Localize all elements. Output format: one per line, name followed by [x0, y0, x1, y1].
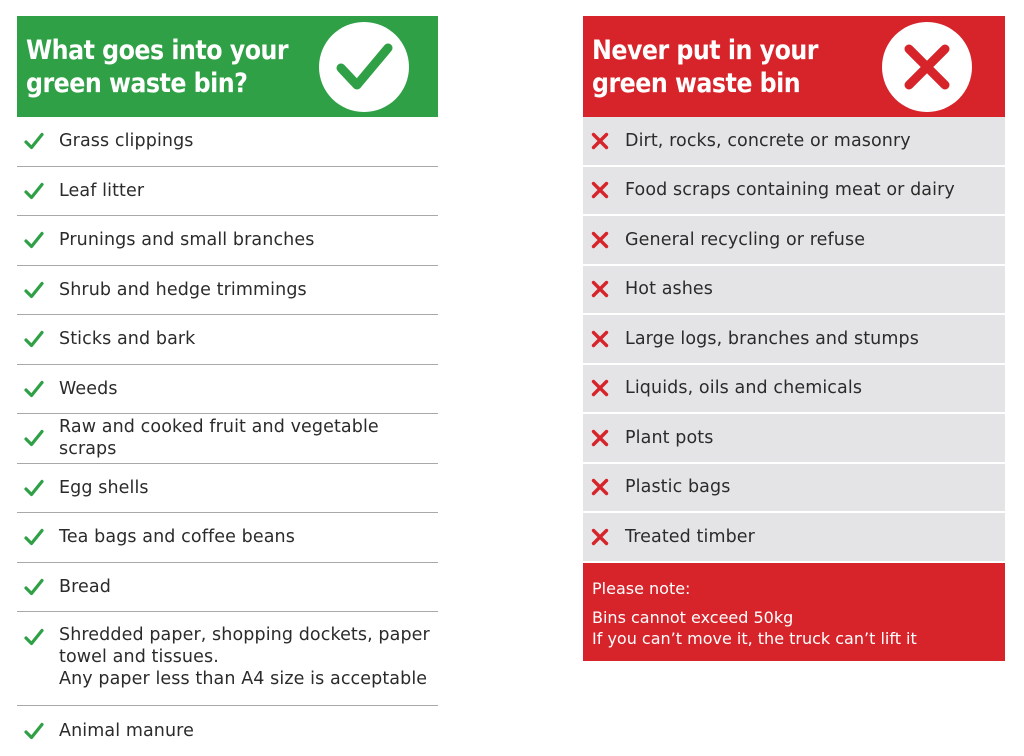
list-item [583, 315, 1005, 365]
list-item-label: Animal manure [59, 720, 194, 741]
cross-icon [590, 428, 610, 448]
list-item-label: Liquids, oils and chemicals [625, 378, 863, 399]
list-item-label: Grass clippings [59, 131, 194, 152]
cross-icon [590, 131, 610, 151]
list-item-label: Plastic bags [625, 477, 731, 498]
rejected-items-panel [583, 16, 1005, 661]
check-icon [24, 181, 44, 201]
list-item-label: Bread [59, 576, 111, 597]
list-item-label: Shrub and hedge trimmings [59, 279, 307, 300]
list-item-label: Raw and cooked fruit and vegetable scraps [59, 417, 379, 460]
rejected-list [583, 117, 1005, 563]
list-item [17, 464, 438, 514]
check-icon [24, 131, 44, 151]
list-item [17, 706, 438, 756]
note-line-lift: If you can’t move it, the truck can’t lift it [592, 628, 917, 648]
list-item [583, 266, 1005, 316]
list-item [583, 513, 1005, 563]
check-icon [24, 478, 44, 498]
note-title: Please note: [592, 578, 691, 598]
check-icon [24, 230, 44, 250]
list-item [583, 464, 1005, 514]
check-icon [24, 527, 44, 547]
list-item [17, 612, 438, 706]
check-icon [24, 721, 44, 741]
list-item [583, 414, 1005, 464]
list-item-label: Plant pots [625, 427, 714, 448]
list-item-label: Prunings and small branches [59, 230, 315, 251]
check-icon [24, 379, 44, 399]
check-icon [24, 627, 44, 647]
list-item-label: Tea bags and coffee beans [59, 527, 295, 548]
check-icon [24, 280, 44, 300]
list-item-label: Dirt, rocks, concrete or masonry [625, 130, 911, 151]
list-item [17, 563, 438, 613]
note-line-weight: Bins cannot exceed 50kg [592, 607, 794, 627]
list-item-label: Large logs, branches and stumps [625, 328, 919, 349]
accepted-badge [319, 22, 409, 112]
list-item [17, 365, 438, 415]
check-icon [24, 329, 44, 349]
please-note-box [583, 563, 1005, 661]
list-item [17, 216, 438, 266]
cross-icon [882, 22, 972, 112]
cross-icon [590, 378, 610, 398]
accepted-items-panel [17, 16, 438, 756]
list-item-label: Treated timber [625, 526, 755, 547]
list-item-label: General recycling or refuse [625, 229, 866, 250]
list-item [583, 365, 1005, 415]
list-item-label: Egg shells [59, 477, 149, 498]
cross-icon [590, 180, 610, 200]
accepted-header [17, 16, 438, 117]
cross-icon [590, 329, 610, 349]
check-icon [319, 22, 409, 112]
list-item [583, 117, 1005, 167]
cross-icon [590, 527, 610, 547]
list-item [583, 167, 1005, 217]
list-item [17, 117, 438, 167]
check-icon [24, 577, 44, 597]
cross-icon [590, 230, 610, 250]
list-item-label: Weeds [59, 378, 118, 399]
cross-icon [590, 279, 610, 299]
list-item-label: Shredded paper, shopping dockets, paper towel and tissues. Any paper less than A4 size is acceptable [59, 625, 430, 689]
cross-icon [590, 477, 610, 497]
rejected-title: Never put in your green waste bin [592, 35, 818, 99]
list-item [17, 266, 438, 316]
list-item [17, 513, 438, 563]
rejected-header [583, 16, 1005, 117]
check-icon [24, 428, 44, 448]
list-item [17, 315, 438, 365]
list-item-label: Sticks and bark [59, 329, 196, 350]
accepted-list [17, 117, 438, 756]
list-item [17, 414, 438, 464]
list-item-label: Food scraps containing meat or dairy [625, 180, 955, 201]
list-item-label: Leaf litter [59, 180, 145, 201]
list-item [583, 216, 1005, 266]
list-item-label: Hot ashes [625, 279, 714, 300]
rejected-badge [882, 22, 972, 112]
accepted-title: What goes into your green waste bin? [26, 35, 289, 99]
list-item [17, 167, 438, 217]
